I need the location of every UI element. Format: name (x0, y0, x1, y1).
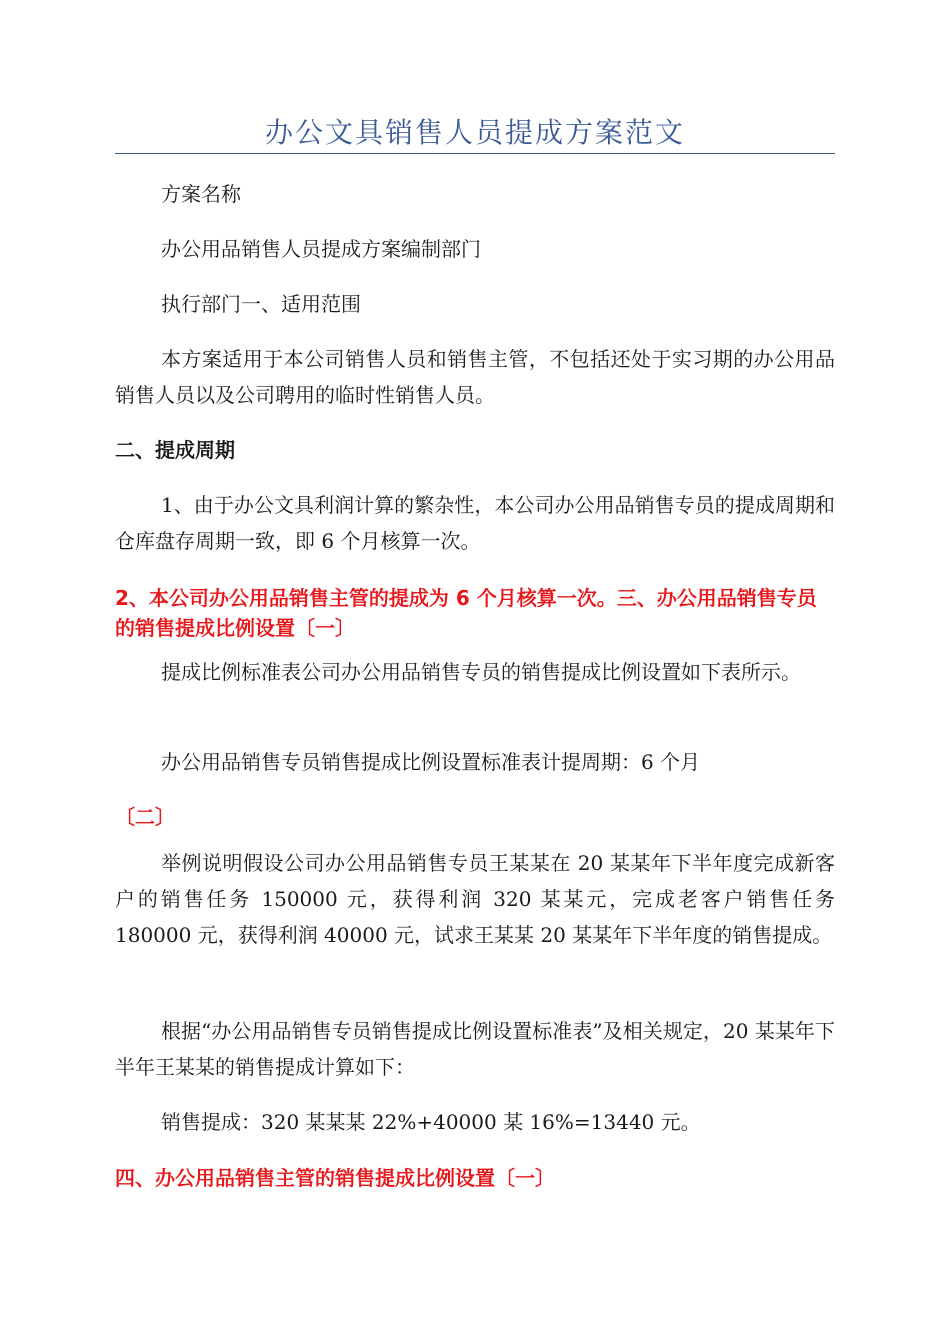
paragraph-execution-scope: 执行部门一、适用范围 (161, 292, 361, 316)
paragraph-ratio-table-intro: 提成比例标准表公司办公用品销售专员的销售提成比例设置如下表所示。 (161, 660, 801, 684)
paragraph-scope-description: 本方案适用于本公司销售人员和销售主管，不包括还处于实习期的办公用品销售人员以及公司聘用的临时性销售人员。 (115, 347, 835, 407)
heading-supervisor-ratio: 四、办公用品销售主管的销售提成比例设置〔一〕 (115, 1166, 555, 1190)
heading-supervisor-period-and-specialist-ratio: 2、本公司办公用品销售主管的提成为 6 个月核算一次。三、办公用品销售专员的销售提成比例设置〔一〕 (115, 586, 817, 640)
paragraph-calculation-basis: 根据“办公用品销售专员销售提成比例设置标准表”及相关规定，20 某某年下半年王某某的销售提成计算如下： (115, 1019, 835, 1079)
heading-commission-period: 二、提成周期 (115, 438, 235, 462)
title-underline (115, 153, 835, 154)
document-title: 办公文具销售人员提成方案范文 (264, 116, 685, 149)
paragraph-plan-name: 方案名称 (161, 182, 241, 206)
paragraph-example: 举例说明假设公司办公用品销售专员王某某在 20 某某年下半年度完成新客户的销售任务 150000 元，获得利润 320 某某元，完成老客户销售任务 180000 元，获得利润 40000 元，试求王某某 20 某某年下半年度的销售提成。 (115, 851, 835, 947)
paragraph-period-1: 1、由于办公文具利润计算的繁杂性，本公司办公用品销售专员的提成周期和仓库盘存周期一致，即 6 个月核算一次。 (115, 493, 835, 553)
heading-section-two: 〔二〕 (115, 805, 175, 829)
paragraph-calculation-result: 销售提成：320 某某某 22%+40000 某 16%=13440 元。 (161, 1110, 701, 1134)
paragraph-plan-department: 办公用品销售人员提成方案编制部门 (161, 237, 481, 261)
paragraph-ratio-table-period: 办公用品销售专员销售提成比例设置标准表计提周期：6 个月 (161, 750, 701, 774)
